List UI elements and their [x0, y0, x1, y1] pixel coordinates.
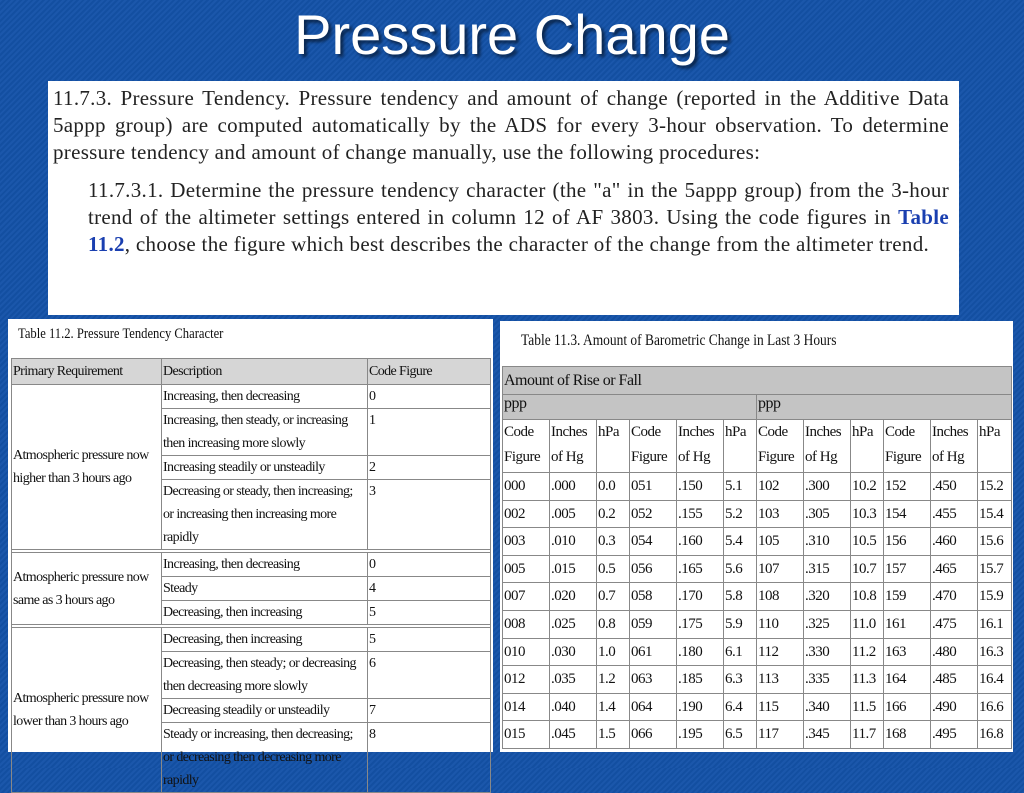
hpa-cell: 16.8 [978, 721, 1012, 749]
table-row [503, 583, 1012, 611]
table-row [503, 693, 1012, 721]
code-figure-header: Code Figure [503, 420, 550, 473]
hpa-cell: 10.2 [851, 473, 884, 501]
code-figure-cell: 108 [757, 583, 804, 611]
paragraph-2-text-end: , choose the figure which best describes the character of the change from the altimeter trend. [124, 232, 930, 257]
inches-of-hg-cell: .310 [804, 528, 851, 556]
code-figure-cell: 161 [884, 610, 931, 638]
primary-requirement-cell: Atmospheric pressure now higher than 3 hours ago [12, 385, 162, 550]
inches-of-hg-cell: .345 [804, 721, 851, 749]
code-figure-cell: 5 [368, 601, 491, 625]
inches-of-hg-cell: .340 [804, 693, 851, 721]
hpa-cell: 5.1 [724, 473, 757, 501]
table-row [12, 385, 491, 409]
inches-of-hg-cell: .460 [931, 528, 978, 556]
description-cell: Increasing, then decreasing [162, 385, 368, 409]
inches-of-hg-cell: .010 [550, 528, 597, 556]
table-row [503, 638, 1012, 666]
code-figure-header: Code Figure [884, 420, 931, 473]
hpa-header: hPa [851, 420, 884, 473]
code-figure-cell: 015 [503, 721, 550, 749]
hpa-cell: 16.1 [978, 610, 1012, 638]
code-figure-cell: 012 [503, 666, 550, 694]
hpa-cell: 1.4 [597, 693, 630, 721]
hpa-cell: 6.1 [724, 638, 757, 666]
hpa-cell: 15.2 [978, 473, 1012, 501]
hpa-cell: 15.7 [978, 555, 1012, 583]
procedure-paragraph-2 [88, 177, 949, 259]
barometric-change-table [502, 366, 1012, 749]
hpa-cell: 0.3 [597, 528, 630, 556]
inches-of-hg-cell: .475 [931, 610, 978, 638]
inches-of-hg-cell: .185 [677, 666, 724, 694]
hpa-cell: 5.6 [724, 555, 757, 583]
table-11-2-panel [8, 319, 493, 788]
code-figure-cell: 115 [757, 693, 804, 721]
inches-of-hg-header: Inches of Hg [550, 420, 597, 473]
inches-of-hg-cell: .300 [804, 473, 851, 501]
code-figure-cell: 000 [503, 473, 550, 501]
code-figure-cell: 051 [630, 473, 677, 501]
inches-of-hg-cell: .315 [804, 555, 851, 583]
description-cell: Decreasing, then increasing [162, 601, 368, 625]
table-row [503, 610, 1012, 638]
description-cell: Decreasing or steady, then increasing; or increasing then increasing more rapidly [162, 480, 368, 550]
inches-of-hg-cell: .480 [931, 638, 978, 666]
code-figure-cell: 103 [757, 500, 804, 528]
hpa-cell: 0.8 [597, 610, 630, 638]
code-figure-cell: 5 [368, 628, 491, 652]
code-figure-cell: 0 [368, 553, 491, 577]
table-11-2-caption: Table 11.2. Pressure Tendency Character [18, 326, 224, 342]
code-figure-cell: 002 [503, 500, 550, 528]
primary-requirement-cell: Atmospheric pressure now same as 3 hours ago [12, 553, 162, 625]
ppp-label-right: ppp [757, 395, 1012, 420]
code-figure-cell: 063 [630, 666, 677, 694]
inches-of-hg-cell: .325 [804, 610, 851, 638]
inches-of-hg-cell: .495 [931, 721, 978, 749]
code-figure-cell: 007 [503, 583, 550, 611]
hpa-cell: 10.3 [851, 500, 884, 528]
inches-of-hg-cell: .045 [550, 721, 597, 749]
description-cell: Decreasing steadily or unsteadily [162, 699, 368, 723]
hpa-cell: 5.8 [724, 583, 757, 611]
code-figure-cell: 014 [503, 693, 550, 721]
inches-of-hg-cell: .020 [550, 583, 597, 611]
pressure-tendency-table [11, 358, 491, 793]
inches-of-hg-cell: .330 [804, 638, 851, 666]
hpa-cell: 11.5 [851, 693, 884, 721]
description-cell: Steady [162, 577, 368, 601]
inches-of-hg-cell: .465 [931, 555, 978, 583]
inches-of-hg-cell: .150 [677, 473, 724, 501]
description-cell: Decreasing, then steady; or decreasing then decreasing more slowly [162, 652, 368, 699]
inches-of-hg-header: Inches of Hg [804, 420, 851, 473]
inches-of-hg-cell: .485 [931, 666, 978, 694]
table-11-3-caption: Table 11.3. Amount of Barometric Change in Last 3 Hours [521, 332, 837, 349]
code-figure-cell: 112 [757, 638, 804, 666]
hpa-header: hPa [597, 420, 630, 473]
code-figure-cell: 061 [630, 638, 677, 666]
code-figure-cell: 003 [503, 528, 550, 556]
inches-of-hg-cell: .015 [550, 555, 597, 583]
hpa-cell: 11.3 [851, 666, 884, 694]
code-figure-cell: 156 [884, 528, 931, 556]
code-figure-cell: 2 [368, 456, 491, 480]
hpa-cell: 16.6 [978, 693, 1012, 721]
hpa-cell: 5.9 [724, 610, 757, 638]
description-cell: Decreasing, then increasing [162, 628, 368, 652]
code-figure-cell: 059 [630, 610, 677, 638]
hpa-cell: 10.5 [851, 528, 884, 556]
hpa-cell: 10.7 [851, 555, 884, 583]
hpa-cell: 1.5 [597, 721, 630, 749]
hpa-cell: 6.4 [724, 693, 757, 721]
code-figure-cell: 054 [630, 528, 677, 556]
code-figure-cell: 064 [630, 693, 677, 721]
code-figure-cell: 154 [884, 500, 931, 528]
code-figure-header: Code Figure [630, 420, 677, 473]
code-figure-cell: 1 [368, 409, 491, 456]
inches-of-hg-cell: .155 [677, 500, 724, 528]
table-row [12, 628, 491, 652]
hpa-cell: 5.2 [724, 500, 757, 528]
code-figure-cell: 8 [368, 723, 491, 793]
header-description: Description [162, 359, 368, 385]
description-cell: Steady or increasing, then decreasing; or decreasing then decreasing more rapidly [162, 723, 368, 793]
inches-of-hg-header: Inches of Hg [931, 420, 978, 473]
hpa-cell: 11.2 [851, 638, 884, 666]
code-figure-cell: 110 [757, 610, 804, 638]
hpa-cell: 6.3 [724, 666, 757, 694]
code-figure-cell: 117 [757, 721, 804, 749]
code-figure-cell: 163 [884, 638, 931, 666]
hpa-cell: 15.4 [978, 500, 1012, 528]
table-11-2-reference: Table 11.2 [88, 204, 949, 257]
hpa-cell: 0.0 [597, 473, 630, 501]
inches-of-hg-cell: .320 [804, 583, 851, 611]
description-cell: Increasing steadily or unsteadily [162, 456, 368, 480]
table-row [503, 721, 1012, 749]
hpa-cell: 0.7 [597, 583, 630, 611]
hpa-header: hPa [724, 420, 757, 473]
hpa-cell: 1.2 [597, 666, 630, 694]
hpa-cell: 11.7 [851, 721, 884, 749]
code-figure-cell: 058 [630, 583, 677, 611]
code-figure-cell: 4 [368, 577, 491, 601]
hpa-cell: 11.0 [851, 610, 884, 638]
hpa-cell: 1.0 [597, 638, 630, 666]
code-figure-cell: 056 [630, 555, 677, 583]
slide-title: Pressure Change [294, 3, 730, 66]
code-figure-cell: 052 [630, 500, 677, 528]
header-code-figure: Code Figure [368, 359, 491, 385]
inches-of-hg-cell: .455 [931, 500, 978, 528]
code-figure-cell: 105 [757, 528, 804, 556]
code-figure-cell: 005 [503, 555, 550, 583]
code-figure-cell: 157 [884, 555, 931, 583]
inches-of-hg-cell: .040 [550, 693, 597, 721]
code-figure-cell: 7 [368, 699, 491, 723]
inches-of-hg-cell: .000 [550, 473, 597, 501]
paragraph-2-text-start: 11.7.3.1. Determine the pressure tendency character (the "a" in the 5appp group) from the 3-hour trend of the altimeter settings entered in column 12 of AF 3803. Using the code figures in [88, 177, 949, 229]
table-row [503, 528, 1012, 556]
hpa-cell: 6.5 [724, 721, 757, 749]
code-figure-cell: 159 [884, 583, 931, 611]
inches-of-hg-cell: .035 [550, 666, 597, 694]
inches-of-hg-cell: .305 [804, 500, 851, 528]
code-figure-cell: 152 [884, 473, 931, 501]
hpa-cell: 5.4 [724, 528, 757, 556]
procedure-paragraph-1: 11.7.3. Pressure Tendency. Pressure tendency and amount of change (reported in the Additive Data 5appp group) are computed automatically by the ADS for every 3-hour observation. To determine pressure tendency and amount of change manually, use the following procedures: [53, 86, 949, 165]
inches-of-hg-cell: .470 [931, 583, 978, 611]
inches-of-hg-cell: .490 [931, 693, 978, 721]
table-row [503, 666, 1012, 694]
procedure-text-box [48, 81, 959, 315]
inches-of-hg-cell: .165 [677, 555, 724, 583]
inches-of-hg-cell: .025 [550, 610, 597, 638]
code-figure-cell: 164 [884, 666, 931, 694]
hpa-cell: 15.9 [978, 583, 1012, 611]
table-row [503, 473, 1012, 501]
inches-of-hg-cell: .175 [677, 610, 724, 638]
description-cell: Increasing, then steady, or increasing then increasing more slowly [162, 409, 368, 456]
inches-of-hg-cell: .180 [677, 638, 724, 666]
hpa-cell: 16.3 [978, 638, 1012, 666]
inches-of-hg-cell: .005 [550, 500, 597, 528]
code-figure-cell: 113 [757, 666, 804, 694]
code-figure-cell: 3 [368, 480, 491, 550]
inches-of-hg-cell: .450 [931, 473, 978, 501]
primary-requirement-cell: Atmospheric pressure now lower than 3 hours ago [12, 628, 162, 793]
header-primary-requirement: Primary Requirement [12, 359, 162, 385]
table-11-3-panel [500, 321, 1013, 752]
code-figure-cell: 010 [503, 638, 550, 666]
inches-of-hg-cell: .190 [677, 693, 724, 721]
code-figure-header: Code Figure [757, 420, 804, 473]
inches-of-hg-cell: .170 [677, 583, 724, 611]
description-cell: Increasing, then decreasing [162, 553, 368, 577]
hpa-cell: 0.5 [597, 555, 630, 583]
code-figure-cell: 166 [884, 693, 931, 721]
hpa-cell: 10.8 [851, 583, 884, 611]
ppp-label-left: ppp [503, 395, 757, 420]
hpa-cell: 0.2 [597, 500, 630, 528]
inches-of-hg-header: Inches of Hg [677, 420, 724, 473]
table-row [503, 555, 1012, 583]
table-row [12, 553, 491, 577]
hpa-cell: 15.6 [978, 528, 1012, 556]
code-figure-cell: 107 [757, 555, 804, 583]
inches-of-hg-cell: .335 [804, 666, 851, 694]
code-figure-cell: 6 [368, 652, 491, 699]
code-figure-cell: 102 [757, 473, 804, 501]
inches-of-hg-cell: .030 [550, 638, 597, 666]
code-figure-cell: 0 [368, 385, 491, 409]
hpa-header: hPa [978, 420, 1012, 473]
table-row [503, 500, 1012, 528]
hpa-cell: 16.4 [978, 666, 1012, 694]
inches-of-hg-cell: .195 [677, 721, 724, 749]
table-band-header: Amount of Rise or Fall [503, 367, 1012, 395]
inches-of-hg-cell: .160 [677, 528, 724, 556]
code-figure-cell: 008 [503, 610, 550, 638]
code-figure-cell: 168 [884, 721, 931, 749]
code-figure-cell: 066 [630, 721, 677, 749]
